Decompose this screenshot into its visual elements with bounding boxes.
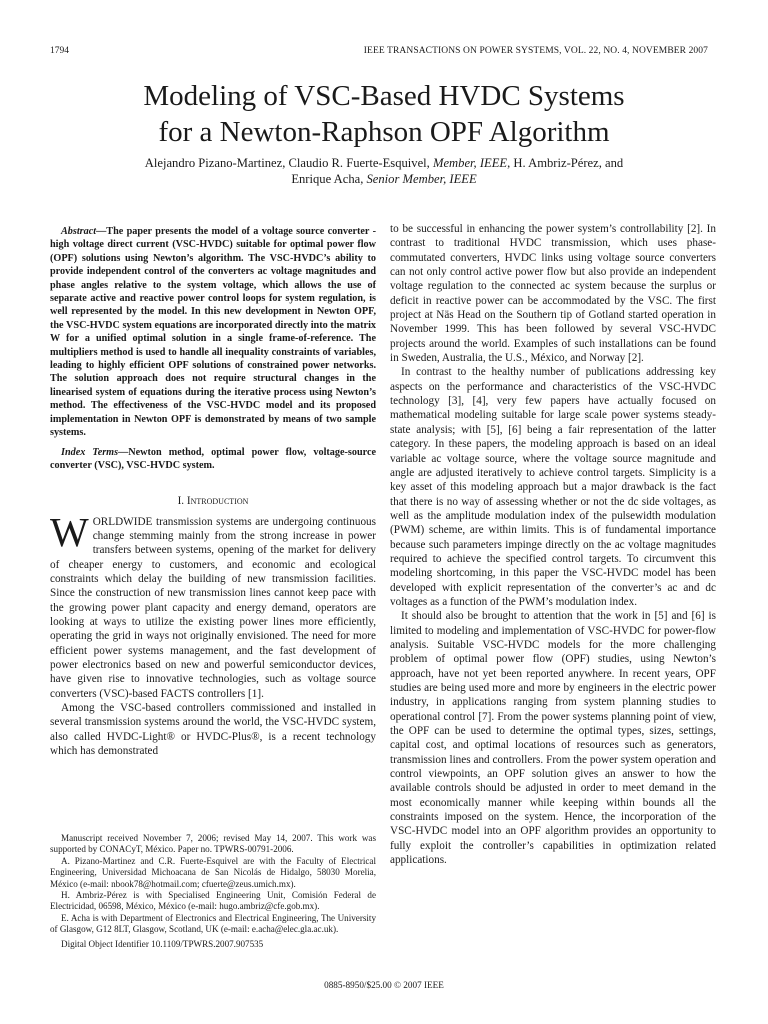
section-heading [50,494,376,508]
author-names-1: Alejandro Pizano-Martinez, Claudio R. Fuerte-Esquivel, [144,156,433,170]
title-line-1: Modeling of VSC-Based HVDC Systems [143,80,625,112]
footnote-affiliation-1: A. Pizano-Martinez and C.R. Fuerte-Esquivel are with the Faculty of Electrical Engineering, Universidad Michoacana de San Nicolás de Hidalgo, 58030 Morelia, México (e-mail: nbook78@hotmail.com; cfuerte@zeus.umich.mx). [50,855,376,889]
author-line-2 [0,171,768,187]
abstract [50,225,376,440]
footnote-doi: Digital Object Identifier 10.1109/TPWRS.2007.907535 [61,938,264,949]
footnote-manuscript: Manuscript received November 7, 2006; revised May 14, 2007. This work was supported by CONACyT, México. Paper no. TPWRS-00791-2006. [50,833,376,855]
section-number: I. [177,495,187,508]
footer-issn: 0885-8950/$25.00 © 2007 IEEE [324,980,444,990]
author-list [0,155,768,187]
drop-cap: W [50,508,89,555]
right-column [390,222,716,867]
footnote-affiliation-2: H. Ambriz-Pérez is with Specialised Engineering Unit, Comisión Federal de Electricidad, 06598, México, México (e-mail: hugo.ambriz@cfe.gob.mx). [50,890,376,912]
intro-paragraph-2: Among the VSC-based controllers commissioned and installed in several transmission systems around the world, the VSC-HVDC system, also called HVDC-Light® or HVDC-Plus®, is a recent technology which has demonstrated [50,702,376,758]
paper-title [0,78,768,150]
intro-paragraph-3: In contrast to the healthy number of publications addressing key aspects on the performance and characteristics of the VSC-HVDC technology [3], [4], very few papers have actually focused on mathematical modeling suitable for large scale power systems steady-state analysis; with [5], [6] being a fair representation of the latter category. In these papers, the modeling approach is based on an ideal variable ac voltage source, where the voltage source magnitude and angle are adjusted iteratively to achieve control targets. Simplicity is a key asset of this modeling approach but a major drawback is the fact that there is no way of assessing whether or not the dc side voltages, as well as the amplitude modulation index of the pulsewidth modulation (PWM) scheme, are within limits. This is of fundamental importance because such parameters impinge directly on the ac voltage magnitudes required to achieve the specified control targets. To circumvent this modeling shortcoming, in this paper the VSC-HVDC model has been developed with explicit representation of the converter’s ac and dc voltages as a function of the PWM’s modulation index. [390,366,716,608]
index-terms [50,446,376,473]
intro-paragraph-1-text: ORLDWIDE transmission systems are undergoing continuous change stemming mainly from the strong increase in power transfers between systems, opening of the market for delivery of cheaper energy to customers, and economic and ecological constraints which delay the building of new transmission facilities. Since the construction of new transmission lines cannot keep pace with the growing power plant capacity and energy demand, operators are looking at ways to utilize the existing power lines more efficiently, operating the grid in ways not originally envisioned. The need for more efficient power systems management, and the fast development of power electronics based on new and powerful semiconductor devices, have given rise to innovative technologies, such as voltage source converters (VSC)-based FACTS controllers [1]. [50,515,376,700]
abstract-text: —The paper presents the model of a voltage source converter - high voltage direct current (VSC-HVDC) suitable for optimal power flow (OPF) solutions using Newton’s algorithm. The VSC-HVDC’s ability to provide independent control of the converters ac voltage magnitudes and phase angles relative to the system voltage, which allows the use of separate active and reactive power control loops for system regulation, is well represented by the model. In this new development in Newton OPF, the VSC-HVDC system equations are incorporated directly into the matrix W for a unified optimal solution in a single frame-of-reference. The multipliers method is used to handle all inequality constraints of variables, leading to highly efficient OPF solutions of constrained power networks. The solution approach does not require structural changes in the linearised system of equations during the iterative process using Newton’s method. The effectiveness of the VSC-HVDC model and its proposed implementation in Newton OPF is demonstrated by means of two sample systems. [50,226,376,439]
author-membership-2: Senior Member, IEEE [366,172,477,186]
footnotes [50,833,376,950]
index-terms-lead: Index Terms [61,446,119,458]
author-membership-1: Member, IEEE [432,156,508,170]
author-names-2: Enrique Acha, [291,172,367,186]
intro-paragraph-1 [50,508,376,701]
author-names-1b: , H. Ambriz-Pérez, and [507,156,624,170]
section-title: Introduction [186,495,249,508]
footnote-affiliation-3: E. Acha is with Department of Electronics and Electrical Engineering, The University of Glasgow, G12 8LT, Glasgow, Scotland, UK (e-mail: e.acha@elec.gla.ac.uk). [50,912,376,935]
intro-paragraph-2-continued: to be successful in enhancing the power system’s controllability [2]. In contrast to traditional HVDC transmission, which uses phase-commutated converters, HVDC links using voltage source converters can not only control active power flow but also provide an independent voltage regulation to the connected ac system because the surplus or deficit in reactive power can be accommodated by the VSC. The first project at Näs Head on the Southern tip of Gotland started operation in November 1999. This has been followed by several VSC-HVDC projects around the world. Examples of such installations can be found in Sweden, Australia, the U.S., México, and Norway [2]. [390,223,716,365]
intro-paragraph-4: It should also be brought to attention that the work in [5] and [6] is limited to modeling and implementation of VSC-HVDC for power-flow analysis. Suitable VSC-HVDC models for the more challenging problem of optimal power flow (OPF) studies, using Newton’s approach, have not yet been reported anywhere. In recent years, OPF studies are being used more and more by engineers in the electric power industry, in applications ranging from system planning studies to operational control [7]. From the power systems planning point of view, the OPF can be used to determine the optimal types, sizes, settings, capital cost, and optimal locations of resources such as generators, transmission lines and controllers. From the power system operation and control viewpoints, an OPF solution gives an answer to how the available controls should be adjusted in order to meet demand in the most economically manner while keeping within bounds all the constraints imposed on the system. Hence, the incorporation of the VSC-HVDC model into an OPF algorithm provides an opportunity to fully exploit the controller’s capabilities in optimization related applications. [390,610,716,867]
page-number: 1794 [50,46,69,56]
left-column [50,222,376,759]
index-terms-text: —Newton method, optimal power flow, voltage-source converter (VSC), VSC-HVDC system. [50,446,376,471]
running-head: IEEE TRANSACTIONS ON POWER SYSTEMS, VOL. 22, NO. 4, NOVEMBER 2007 [363,46,708,56]
title-line-2: for a Newton-Raphson OPF Algorithm [158,116,610,148]
author-line-1 [0,155,768,171]
abstract-lead: Abstract [61,226,97,237]
